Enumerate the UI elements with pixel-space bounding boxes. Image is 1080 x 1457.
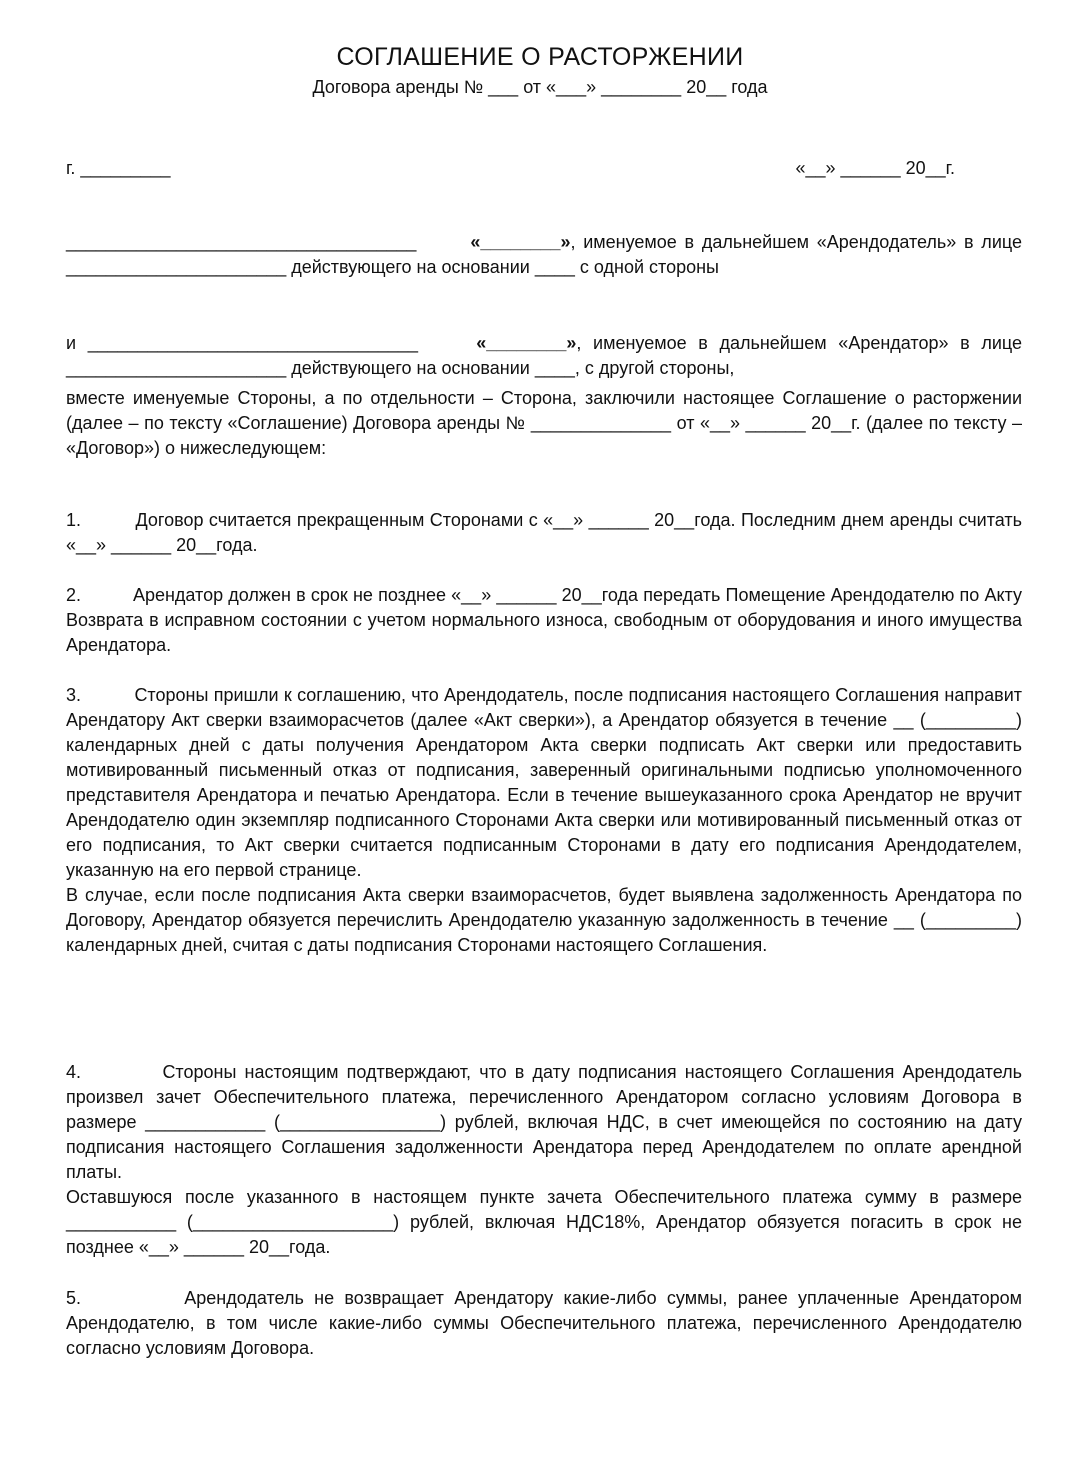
- clause-3-main: [66, 683, 1022, 883]
- clause-2: [66, 583, 1022, 658]
- clause-1: [66, 508, 1022, 558]
- landlord-name: «________»: [470, 232, 571, 252]
- document-title: СОГЛАШЕНИЕ О РАСТОРЖЕНИИ: [336, 43, 744, 71]
- document-subtitle: Договора аренды № ___ от «___» ________ 20__ года: [312, 77, 768, 97]
- clause-number: 2.: [66, 585, 82, 605]
- clause-4-extra: Оставшуюся после указанного в настоящем пункте зачета Обеспечительного платежа сумму в размере ___________ (____________________) рублей, включая НДС18%, Арендатор обязуется погасить в срок не позднее «__» ______ 20__года.: [66, 1187, 1022, 1257]
- clause-text: Стороны пришли к соглашению, что Арендодатель, после подписания настоящего Соглашения направит Арендатору Акт сверки взаиморасчетов (далее «Акт сверки»), а Арендатор обязуется в течение __ (_________) календарных дней с даты получения Арендатором Акта сверки подписать Акт сверки или предоставить мотивированный письменный отказ от подписания, заверенный оригинальными подписью уполномоченного представителя Арендатора и печатью Арендатора. Если в течение вышеуказанного срока Арендатор не вручит Арендодателю один экземпляр подписанного Сторонами Акта сверки или мотивированный письменный отказ от его подписания, то Акт сверки считается подписанным Сторонами в дату его подписания Арендодателем, указанную на его первой странице.: [66, 685, 1023, 880]
- tenant-text: , именуемое в дальнейшем «Арендатор» в лице ______________________ действующего на основании ____, с другой стороны,: [66, 333, 1022, 378]
- clause-5: [66, 1286, 1022, 1361]
- clause-text: Арендодатель не возвращает Арендатору какие-либо суммы, ранее уплаченные Арендатором Арендодателю, в том числе какие-либо суммы Обеспечительного платежа, перечисленного Арендодателю согласно условиям Договора.: [66, 1288, 1022, 1358]
- date-field: «__» ______ 20__г.: [795, 158, 955, 178]
- clause-3-extra: В случае, если после подписания Акта сверки взаиморасчетов, будет выявлена задолженность Арендатора по Договору, Арендатор обязуется перечислить Арендодателю указанную задолженность в течение __ (_________) календарных дней, считая с даты подписания Сторонами настоящего Соглашения.: [66, 885, 1022, 955]
- clause-number: 5.: [66, 1288, 82, 1308]
- clause-number: 4.: [66, 1062, 82, 1082]
- and-word: и: [66, 333, 88, 353]
- tenant-paragraph: [66, 331, 1022, 381]
- clause-text: Договор считается прекращенным Сторонами с «__» ______ 20__года. Последним днем аренды считать «__» ______ 20__года.: [66, 510, 1022, 555]
- landlord-paragraph: [66, 230, 1022, 280]
- clause-text: Стороны настоящим подтверждают, что в дату подписания настоящего Соглашения Арендодатель произвел зачет Обеспечительного платежа, перечисленного Арендатором согласно условиям Договора в размере ____________ (________________) рублей, включая НДС, в счет имеющейся по состоянию на дату подписания настоящего Соглашения задолженности Арендатора перед Арендодателем по оплате арендной платы.: [66, 1062, 1023, 1182]
- tenant-blank: _________________________________: [87, 333, 419, 353]
- clause-text: Арендатор должен в срок не позднее «__» ______ 20__года передать Помещение Арендодателю по Акту Возврата в исправном состоянии с учетом нормального износа, свободным от оборудования и иного имущества Арендатора.: [66, 585, 1022, 655]
- tenant-name: «________»: [476, 333, 577, 353]
- clause-3: [66, 683, 1022, 958]
- together-paragraph: вместе именуемые Стороны, а по отдельности – Сторона, заключили настоящее Соглашение о расторжении (далее – по тексту «Соглашение) Договора аренды № ______________ от «__» ______ 20__г. (далее по тексту – «Договор») о нижеследующем:: [66, 388, 1022, 458]
- clause-number: 1.: [66, 510, 82, 530]
- landlord-text: , именуемое в дальнейшем «Арендодатель» в лице ______________________ действующего на основании ____ с одной стороны: [66, 232, 1022, 277]
- clause-number: 3.: [66, 685, 82, 705]
- clause-4: [66, 1060, 1022, 1260]
- city-field: г. _________: [66, 158, 171, 178]
- landlord-blank: ___________________________________: [66, 232, 417, 252]
- clause-4-main: [66, 1060, 1022, 1185]
